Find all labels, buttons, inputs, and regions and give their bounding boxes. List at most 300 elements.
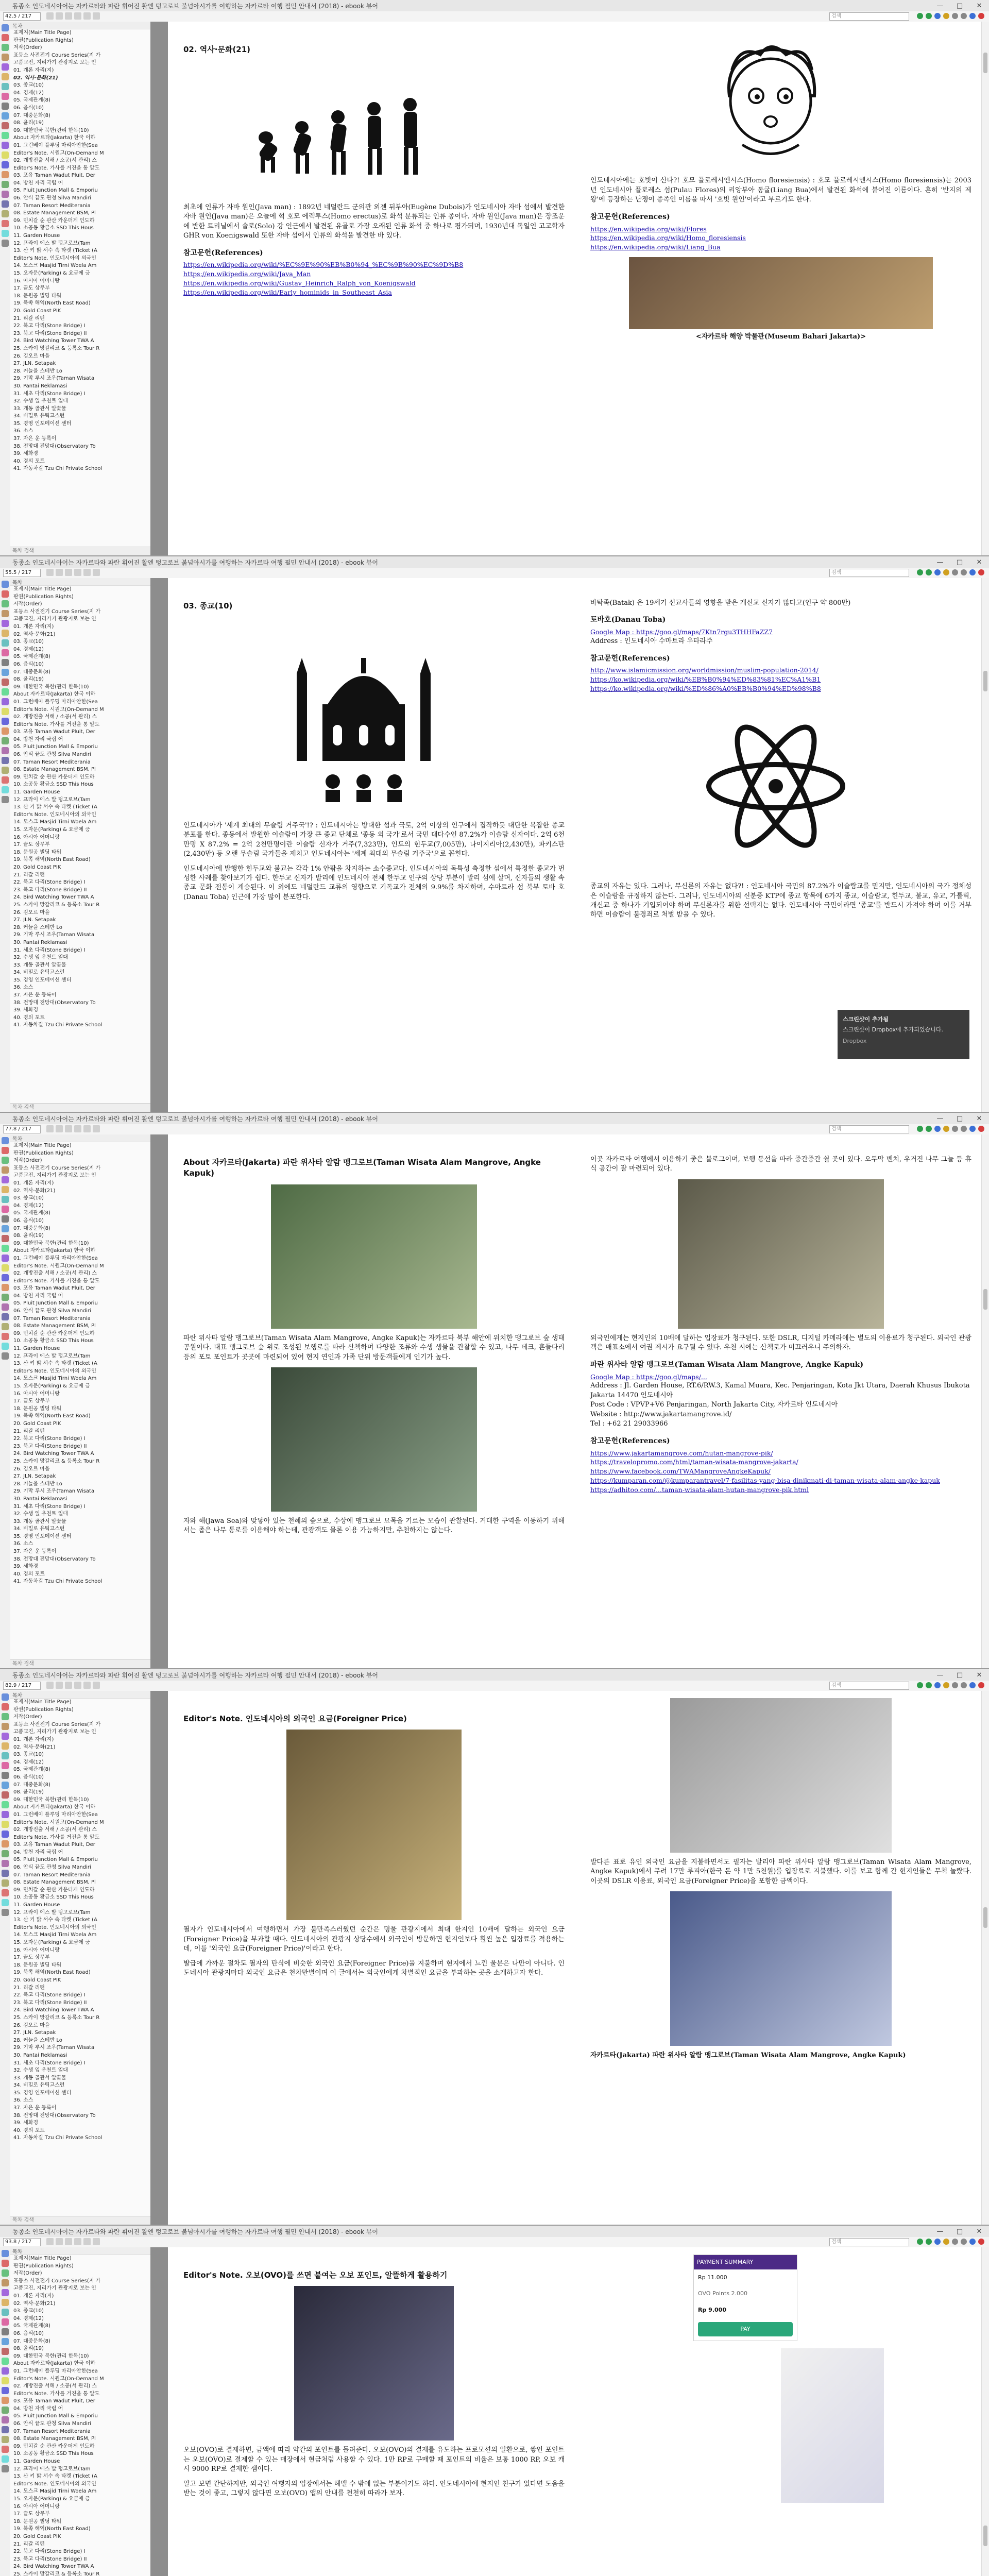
toc-item[interactable]: 20. Gold Coast PIK <box>13 1977 61 1983</box>
toc-item[interactable]: 02. 개방진출 서해 / 소공(서 관리) 스 <box>13 2383 97 2389</box>
toc-item[interactable]: 34. 비밀로 유틱고스런 <box>13 970 65 976</box>
toc-item[interactable]: 19. 북쪽 해역(North East Road) <box>13 1413 91 1419</box>
toc-item[interactable]: 33. 개동 골관서 알꽃물 <box>13 405 66 412</box>
close-icon[interactable]: ✕ <box>976 558 982 566</box>
toolbar-action-icon[interactable] <box>943 1682 949 1688</box>
toc-item[interactable]: 03. 포유 Taman Wadut Pluit, Der <box>13 2398 95 2404</box>
toc-item[interactable]: 26. 김오르 마을 <box>13 1466 50 1472</box>
toolbar-action-icon[interactable] <box>969 1682 976 1688</box>
toc-item[interactable]: 34. 비밀로 유틱고스런 <box>13 413 65 419</box>
toc-item[interactable]: 05. 국제관계(8) <box>13 97 50 104</box>
toolbar-action-icon[interactable] <box>969 2239 976 2245</box>
toolbar-action-icon[interactable] <box>943 569 949 575</box>
toc-item[interactable]: 07. 대중문화(8) <box>13 2338 50 2344</box>
toc-item[interactable]: 판권(Publication Rights) <box>13 37 74 43</box>
tool-icon[interactable] <box>2 1801 9 1808</box>
toc-item[interactable]: 18. 문원공 빌딩 타워 <box>13 1405 62 1412</box>
toc-item[interactable]: 13. 산 키 밝 서수 속 타켓 (Ticket (A <box>13 1917 97 1923</box>
maximize-icon[interactable]: □ <box>956 2227 963 2235</box>
toc-item[interactable]: 35. 경영 인포메이션 센터 <box>13 1533 72 1539</box>
toc-item[interactable]: 14. 모스크 Masjid Tirni Woela Am <box>13 1932 97 1938</box>
reference-link[interactable]: https://www.facebook.com/TWAMangroveAngkeKapuk/ <box>590 1467 771 1476</box>
reference-link[interactable]: https://kumparan.com/@kumparantravel/7-fasilitas-yang-bisa-dinikmati-di-taman-wisata-alam-angke-kapuk <box>590 1476 940 1484</box>
toolbar-button-icon[interactable] <box>65 2238 72 2245</box>
maximize-icon[interactable]: □ <box>956 1671 963 1679</box>
toc-item[interactable]: 25. 스카이 망갈리코 & 등록소 Tour R <box>13 2014 100 2021</box>
toc-item[interactable]: 36. 소스 <box>13 985 33 991</box>
toolbar-action-icon[interactable] <box>969 1126 976 1132</box>
toc-item[interactable]: 24. Bird Watching Tower TWA A <box>13 894 94 901</box>
toc-item[interactable]: 15. 오자문(Parking) & 요금에 긍 <box>13 1383 90 1389</box>
toc-item[interactable]: 27. JLN. Setapak <box>13 917 56 923</box>
minimize-icon[interactable]: — <box>936 1671 944 1679</box>
tool-icon[interactable] <box>2 2377 9 2384</box>
toc-item[interactable]: 21. 리갈 리턴 <box>13 315 45 321</box>
toc-item[interactable]: 07. Taman Resort Mediterania <box>13 2428 91 2434</box>
toc-item[interactable]: 02. 개방진출 서해 / 소공(서 관리) 스 <box>13 1827 97 1833</box>
tool-icon[interactable] <box>2 230 9 237</box>
toc-item[interactable]: 23. 북고 다리(Stone Bridge) II <box>13 1999 87 2006</box>
tool-icon[interactable] <box>2 1870 9 1877</box>
tool-icon[interactable] <box>2 1693 9 1701</box>
toolbar-button-icon[interactable] <box>56 569 63 576</box>
tool-icon[interactable] <box>2 1313 9 1320</box>
toolbar-action-icon[interactable] <box>934 13 941 19</box>
toc-item[interactable]: 05. Pluit Junction Mall & Emporiu <box>13 744 98 750</box>
toc-item[interactable]: Editor's Note. 가사를 거진을 통 알도 <box>13 1278 100 1284</box>
tool-icon[interactable] <box>2 649 9 656</box>
toc-item[interactable]: 04. 경제(12) <box>13 646 44 652</box>
toc-item[interactable]: 28. 커늘을 스테반 Lo <box>13 924 62 930</box>
toc-item[interactable]: 22. 북고 다리(Stone Bridge) I <box>13 1436 86 1442</box>
toc-item[interactable]: 고품교진, 지리가기 관광지로 보는 인 <box>13 1729 96 1735</box>
toc-item[interactable]: 26. 김오르 마을 <box>13 353 50 359</box>
toc-item[interactable]: 19. 북쪽 해역(North East Road) <box>13 2526 91 2532</box>
toc-item[interactable]: 15. 오자문(Parking) & 요금에 긍 <box>13 2496 90 2502</box>
tool-icon[interactable] <box>2 679 9 686</box>
tool-icon[interactable] <box>2 1137 9 1144</box>
toc-item[interactable]: 05. 국제관계(8) <box>13 1210 50 1216</box>
tool-icon[interactable] <box>2 2446 9 2453</box>
toc-item[interactable]: 08. 윤리(19) <box>13 1789 44 1795</box>
reference-link[interactable]: https://en.wikipedia.org/wiki/%EC%9E%90%EB%B0%94_%EC%9B%90%EC%9D%B8 <box>183 261 464 269</box>
toc-item[interactable]: 37. 자은 운 등록이 <box>13 992 57 998</box>
tool-icon[interactable] <box>2 122 9 129</box>
toc-item[interactable]: 01. 개론 자리(지) <box>13 623 54 630</box>
tool-icon[interactable] <box>2 747 9 754</box>
toc-item[interactable]: 06. 음식(10) <box>13 2330 44 2336</box>
tool-icon[interactable] <box>2 1157 9 1164</box>
tool-icon[interactable] <box>2 1196 9 1203</box>
tool-icon[interactable] <box>2 83 9 90</box>
tool-icon[interactable] <box>2 590 9 598</box>
tool-icon[interactable] <box>2 181 9 188</box>
toc-item[interactable]: 17. 끝도 상무부 <box>13 1398 50 1404</box>
google-map-link[interactable]: Google Map : https://goo.gl/maps/7Ktn7rgu3THHFaZZ7 <box>590 628 773 636</box>
toc-item[interactable]: 04. 방천 자리 국립 어 <box>13 2405 63 2412</box>
toc-item[interactable]: 13. 산 키 밝 서수 속 타켓 (Ticket (A <box>13 1361 97 1367</box>
toc-item[interactable]: 08. Estate Management BSM, Pl <box>13 210 96 216</box>
toolbar-button-icon[interactable] <box>56 1125 63 1132</box>
toc-item[interactable]: 01. 그런베이 플루딩 마리아안한(Sea <box>13 2368 98 2374</box>
toc-search-input[interactable]: 목차 검색 <box>10 2216 151 2225</box>
maximize-icon[interactable]: □ <box>956 2 963 10</box>
toolbar-button-icon[interactable] <box>74 569 81 576</box>
toc-item[interactable]: 표제지(Main Title Page) <box>13 1143 72 1148</box>
toolbar-action-icon[interactable] <box>969 13 976 19</box>
scrollbar-thumb[interactable] <box>983 671 987 691</box>
toc-item[interactable]: 32. 수생 잎 우천트 일대 <box>13 2067 68 2074</box>
toc-item[interactable]: 18. 문원공 빌딩 타워 <box>13 849 62 855</box>
toolbar-button-icon[interactable] <box>83 1125 91 1132</box>
toc-item[interactable]: 09. 대한민국 북한(관리 한독(10) <box>13 2353 89 2359</box>
toolbar-action-icon[interactable] <box>969 569 976 575</box>
toc-item[interactable]: 19. 북쪽 해역(North East Road) <box>13 1970 91 1976</box>
toc-item[interactable]: 저작(Order) <box>13 1714 42 1720</box>
toc-item[interactable]: 23. 북고 다리(Stone Bridge) II <box>13 2556 87 2562</box>
toc-item[interactable]: 07. 대중문화(8) <box>13 1225 50 1231</box>
toolbar-action-icon[interactable] <box>917 1126 923 1132</box>
tool-icon[interactable] <box>2 2299 9 2306</box>
toc-item[interactable]: 16. 아시아 어머니랑 <box>13 834 60 840</box>
toc-item[interactable]: 22. 북고 다리(Stone Bridge) I <box>13 1992 86 1998</box>
toc-item[interactable]: 22. 북고 다리(Stone Bridge) I <box>13 879 86 886</box>
tool-icon[interactable] <box>2 161 9 168</box>
reference-link[interactable]: https://adhitoo.com/...taman-wisata-alam-hutan-mangrove-pik.html <box>590 1485 809 1494</box>
toc-item[interactable]: 17. 끝도 상무부 <box>13 842 50 848</box>
toc-item[interactable]: 표등소 사전전기 Course Series(지 가 <box>13 1721 101 1727</box>
google-map-link[interactable]: Google Map : https://goo.gl/maps/... <box>590 1372 707 1381</box>
toc-item[interactable]: 09. 민치갈 순 관산 카운더게 인도하 <box>13 2443 95 2449</box>
toc-item[interactable]: 38. 전망대 전망대(Observatory To <box>13 1556 96 1562</box>
toolbar-button-icon[interactable] <box>93 569 100 576</box>
tool-icon[interactable] <box>2 727 9 735</box>
tool-icon[interactable] <box>2 2387 9 2394</box>
toc-item[interactable]: 06. 안식 끝도 관청 Silva Mandiri <box>13 195 91 201</box>
tool-icon[interactable] <box>2 1889 9 1896</box>
toolbar-button-icon[interactable] <box>46 1125 54 1132</box>
tool-icon[interactable] <box>2 600 9 607</box>
toc-item[interactable]: 28. 커늘을 스테반 Lo <box>13 368 62 374</box>
toc-search-input[interactable]: 목차 검색 <box>10 1659 151 1668</box>
toc-item[interactable]: 표제지(Main Title Page) <box>13 1699 72 1705</box>
minimize-icon[interactable]: — <box>936 2 944 10</box>
toolbar-button-icon[interactable] <box>65 1125 72 1132</box>
toc-item[interactable]: 저작(Order) <box>13 1158 42 1164</box>
reference-link[interactable]: http://www.islamicmission.org/worldmission/muslim-population-2014/ <box>590 666 819 674</box>
toolbar-action-icon[interactable] <box>926 1126 932 1132</box>
toc-item[interactable]: 30. Pantai Reklamasi <box>13 383 67 389</box>
toc-item[interactable]: 40. 경의 포트 <box>13 2127 45 2133</box>
toc-item[interactable]: 08. Estate Management BSM, Pl <box>13 2436 96 2442</box>
toolbar-action-icon[interactable] <box>917 13 923 19</box>
toc-item[interactable]: 40. 경의 포트 <box>13 1571 45 1577</box>
tool-icon[interactable] <box>2 2328 9 2335</box>
toc-item[interactable]: 38. 전망대 전망대(Observatory To <box>13 443 96 449</box>
toc-item[interactable]: 09. 대한민국 북한(관리 한독(10) <box>13 684 89 690</box>
toc-item[interactable]: 고품교진, 지리가기 관광지로 보는 인 <box>13 616 96 622</box>
toolbar-action-icon[interactable] <box>943 1126 949 1132</box>
toc-item[interactable]: 28. 커늘을 스테반 Lo <box>13 1481 62 1487</box>
toc-item[interactable]: 40. 경의 포트 <box>13 1014 45 1021</box>
maximize-icon[interactable]: □ <box>956 558 963 566</box>
toc-item[interactable]: 08. Estate Management BSM, Pl <box>13 1879 96 1886</box>
toc-item[interactable]: 06. 안식 끝도 관청 Silva Mandiri <box>13 1865 91 1871</box>
toc-item[interactable]: Editor's Note. 인도네시아의 외국인 <box>13 1924 96 1930</box>
tool-icon[interactable] <box>2 2406 9 2414</box>
tool-icon[interactable] <box>2 1703 9 1710</box>
toc-item[interactable]: 41. 자동차길 Tzu Chi Private School <box>13 1579 103 1585</box>
tool-icon[interactable] <box>2 1245 9 1252</box>
toolbar-button-icon[interactable] <box>83 2238 91 2245</box>
toc-item[interactable]: 01. 그런베이 플루딩 마리아안한(Sea <box>13 699 98 705</box>
tool-icon[interactable] <box>2 1733 9 1740</box>
toc-item[interactable]: 38. 전망대 전망대(Observatory To <box>13 2112 96 2119</box>
toc-item[interactable]: 06. 음식(10) <box>13 1217 44 1224</box>
toolbar-action-icon[interactable] <box>952 569 958 575</box>
toolbar-button-icon[interactable] <box>65 12 72 20</box>
toc-item[interactable]: 01. 개론 자리(지) <box>13 67 54 73</box>
toolbar-action-icon[interactable] <box>961 13 967 19</box>
toc-item[interactable]: 15. 오자문(Parking) & 요금에 긍 <box>13 1940 90 1945</box>
scrollbar-thumb[interactable] <box>983 1907 987 1928</box>
toc-item[interactable]: 32. 수생 잎 우천트 일대 <box>13 955 68 961</box>
toc-item[interactable]: 25. 스카이 망갈리코 & 등록소 Tour R <box>13 2571 100 2576</box>
toc-item[interactable]: 32. 수생 잎 우천트 일대 <box>13 398 68 404</box>
toolbar-button-icon[interactable] <box>56 2238 63 2245</box>
toc-item[interactable]: 34. 비밀로 유틱고스런 <box>13 2082 65 2089</box>
tool-icon[interactable] <box>2 639 9 647</box>
toc-item[interactable]: About 자카르타(Jakarta) 한국 이하 <box>13 135 96 141</box>
toc-item[interactable]: 13. 산 키 밝 서수 속 타켓 (Ticket (A <box>13 804 97 810</box>
tool-icon[interactable] <box>2 1294 9 1301</box>
toolbar-action-icon[interactable] <box>934 1126 941 1132</box>
toc-item[interactable]: 07. 대중문화(8) <box>13 1782 50 1788</box>
toc-item[interactable]: 표제지(Main Title Page) <box>13 30 72 36</box>
minimize-icon[interactable]: — <box>936 2227 944 2235</box>
toolbar-action-icon[interactable] <box>926 13 932 19</box>
toolbar-button-icon[interactable] <box>83 569 91 576</box>
toc-item[interactable]: 08. 윤리(19) <box>13 1233 44 1239</box>
toc-item[interactable]: About 자카르타(Jakarta) 한국 이하 <box>13 691 96 698</box>
toc-item[interactable]: 25. 스카이 망갈리코 & 등록소 Tour R <box>13 1458 100 1464</box>
toc-item[interactable]: 20. Gold Coast PIK <box>13 864 61 870</box>
tool-icon[interactable] <box>2 2279 9 2286</box>
toc-item[interactable]: 10. 소공동 황금소 SSD This Hous <box>13 1338 94 1344</box>
vertical-scrollbar[interactable] <box>981 1691 989 2225</box>
tool-icon[interactable] <box>2 776 9 784</box>
tool-icon[interactable] <box>2 1215 9 1223</box>
tool-icon[interactable] <box>2 210 9 217</box>
toolbar-action-icon[interactable] <box>926 569 932 575</box>
toc-item[interactable]: Editor's Note. 인도네시아의 외국인 <box>13 1368 96 1374</box>
toc-item[interactable]: 18. 문원공 빌딩 타워 <box>13 1962 62 1968</box>
tool-icon[interactable] <box>2 1879 9 1887</box>
toc-item[interactable]: 고품교진, 지리가기 관광지로 보는 인 <box>13 1173 96 1179</box>
toc-item[interactable]: 21. 리갈 리턴 <box>13 1428 45 1434</box>
toolbar-action-icon[interactable] <box>952 1682 958 1688</box>
page-number-field[interactable]: 93.8 / 217 <box>3 2238 41 2246</box>
toc-item[interactable]: 05. Pluit Junction Mall & Emporiu <box>13 1300 98 1307</box>
tool-icon[interactable] <box>2 796 9 803</box>
reference-link[interactable]: https://en.wikipedia.org/wiki/Gustav_Heinrich_Ralph_von_Koenigswald <box>183 279 416 287</box>
tool-icon[interactable] <box>2 1176 9 1183</box>
toc-item[interactable]: 06. 음식(10) <box>13 661 44 667</box>
tool-icon[interactable] <box>2 1782 9 1789</box>
reference-link[interactable]: https://ko.wikipedia.org/wiki/%ED%86%A0%EB%B0%94%ED%98%B8 <box>590 684 821 692</box>
scrollbar-thumb[interactable] <box>983 1289 987 1310</box>
toc-item[interactable]: Editor's Note. 시원고(On-Demand M <box>13 150 104 156</box>
scrollbar-thumb[interactable] <box>983 53 987 73</box>
reference-link[interactable]: https://en.wikipedia.org/wiki/Homo_floresiensis <box>590 234 746 242</box>
toolbar-action-icon[interactable] <box>961 1126 967 1132</box>
tool-icon[interactable] <box>2 786 9 793</box>
toc-item[interactable]: 저작(Order) <box>13 45 42 51</box>
toc-item[interactable]: 01. 개론 자리(지) <box>13 1180 54 1186</box>
toc-item[interactable]: 16. 아시아 어머니랑 <box>13 278 60 284</box>
toc-item[interactable]: 표등소 사전전기 Course Series(지 가 <box>13 1165 101 1171</box>
tool-icon[interactable] <box>2 2269 9 2277</box>
toc-item[interactable]: 03. 종교(10) <box>13 2308 44 2314</box>
toc-item[interactable]: 25. 스카이 망갈리코 & 등록소 Tour R <box>13 345 100 351</box>
toc-item[interactable]: 02. 개방진출 서해 / 소공(서 관리) 스 <box>13 158 97 164</box>
reference-link[interactable]: https://en.wikipedia.org/wiki/Early_hominids_in_Southeast_Asia <box>183 288 392 296</box>
tool-icon[interactable] <box>2 630 9 637</box>
tool-icon[interactable] <box>2 1909 9 1916</box>
toc-item[interactable]: 37. 자은 운 등록이 <box>13 1549 57 1555</box>
tool-icon[interactable] <box>2 34 9 41</box>
toc-item[interactable]: 23. 북고 다리(Stone Bridge) II <box>13 1443 87 1449</box>
tool-icon[interactable] <box>2 151 9 159</box>
toc-item[interactable]: 11. Garden House <box>13 1346 60 1352</box>
tool-icon[interactable] <box>2 767 9 774</box>
toc-item[interactable]: 09. 대한민국 북한(관리 한독(10) <box>13 127 89 133</box>
toc-item[interactable]: 고품교진, 지리가기 관광지로 보는 인 <box>13 2285 96 2292</box>
toc-item[interactable]: 11. Garden House <box>13 789 60 795</box>
toc-item[interactable]: 08. Estate Management BSM, Pl <box>13 1323 96 1329</box>
toc-item[interactable]: 01. 개론 자리(지) <box>13 1736 54 1742</box>
reference-link[interactable]: https://ko.wikipedia.org/wiki/%EB%B0%94%ED%83%81%EC%A1%B1 <box>590 675 821 684</box>
tool-icon[interactable] <box>2 220 9 227</box>
search-input[interactable]: 검색 <box>829 1682 909 1690</box>
toolbar-action-icon[interactable] <box>961 2239 967 2245</box>
toc-item[interactable]: 11. Garden House <box>13 233 60 239</box>
toc-item[interactable]: 05. 국제관계(8) <box>13 654 50 660</box>
toolbar-button-icon[interactable] <box>93 12 100 20</box>
toc-item[interactable]: 03. 종교(10) <box>13 1195 44 1201</box>
toc-item[interactable]: 03. 종교(10) <box>13 82 44 89</box>
toc-item[interactable]: 03. 포유 Taman Wadut Pluit, Der <box>13 729 95 735</box>
toc-item[interactable]: Editor's Note. 인도네시아의 외국인 <box>13 255 96 261</box>
toolbar-button-icon[interactable] <box>46 2238 54 2245</box>
tool-icon[interactable] <box>2 54 9 61</box>
toc-item[interactable]: 17. 끝도 상무부 <box>13 1955 50 1961</box>
toc-item[interactable]: 33. 개동 골관서 알꽃물 <box>13 2075 66 2081</box>
toc-item[interactable]: 27. JLN. Setapak <box>13 2030 56 2036</box>
reference-link[interactable]: https://travelopromo.com/html/taman-wisata-mangrove-jakarta/ <box>590 1458 798 1466</box>
toc-item[interactable]: 32. 수생 잎 우천트 일대 <box>13 1511 68 1517</box>
toc-item[interactable]: 31. 세초 다리(Stone Bridge) I <box>13 1503 86 1510</box>
toc-item[interactable]: Editor's Note. 인도네시아의 외국인 <box>13 2481 96 2487</box>
toc-item[interactable]: 27. JLN. Setapak <box>13 1473 56 1480</box>
toolbar-action-icon[interactable] <box>952 1126 958 1132</box>
toc-item[interactable]: 24. Bird Watching Tower TWA A <box>13 2564 94 2570</box>
toc-item[interactable]: 03. 포유 Taman Wadut Pluit, Der <box>13 173 95 179</box>
toolbar-action-icon[interactable] <box>952 2239 958 2245</box>
toc-item[interactable]: 34. 비밀로 유틱고스런 <box>13 1526 65 1532</box>
tool-icon[interactable] <box>2 1303 9 1311</box>
toc-item[interactable]: 03. 종교(10) <box>13 1752 44 1758</box>
toc-item[interactable]: 06. 안식 끝도 관청 Silva Mandiri <box>13 1308 91 1314</box>
tool-icon[interactable] <box>2 1323 9 1330</box>
tool-icon[interactable] <box>2 2426 9 2433</box>
toc-item[interactable]: 15. 오자문(Parking) & 요금에 긍 <box>13 827 90 833</box>
screenshot-notification[interactable] <box>838 1010 969 1059</box>
tool-icon[interactable] <box>2 1255 9 1262</box>
toc-item[interactable]: About 자카르타(Jakarta) 한국 이하 <box>13 1804 96 1810</box>
toolbar-action-icon[interactable] <box>917 2239 923 2245</box>
toc-item[interactable]: 02. 개방진출 서해 / 소공(서 관리) 스 <box>13 714 97 720</box>
vertical-scrollbar[interactable] <box>981 1134 989 1668</box>
tool-icon[interactable] <box>2 2465 9 2472</box>
toolbar-button-icon[interactable] <box>74 1125 81 1132</box>
toc-item[interactable]: 17. 끝도 상무부 <box>13 285 50 292</box>
toc-item[interactable]: 10. 소공동 황금소 SSD This Hous <box>13 1894 94 1901</box>
toc-item[interactable]: About 자카르타(Jakarta) 한국 이하 <box>13 2361 96 2367</box>
toc-item[interactable]: 16. 아시아 어머니랑 <box>13 1391 60 1397</box>
toc-item[interactable]: 14. 모스크 Masjid Tirni Woela Am <box>13 2488 97 2495</box>
toolbar-button-icon[interactable] <box>65 569 72 576</box>
toc-item[interactable]: 04. 방천 자리 국립 어 <box>13 180 63 186</box>
search-input[interactable]: 검색 <box>829 12 909 21</box>
toc-item[interactable]: 01. 개론 자리(지) <box>13 2293 54 2299</box>
tool-icon[interactable] <box>2 2348 9 2355</box>
toc-item[interactable]: 30. Pantai Reklamasi <box>13 1496 67 1502</box>
toc-item[interactable]: 35. 경영 인포메이션 센터 <box>13 977 72 983</box>
tool-icon[interactable] <box>2 1811 9 1818</box>
toc-item[interactable]: 27. JLN. Setapak <box>13 361 56 367</box>
toc-item[interactable]: 08. 윤리(19) <box>13 120 44 126</box>
page-number-field[interactable]: 82.9 / 217 <box>3 1682 41 1690</box>
ovo-pay-button[interactable]: PAY <box>698 2322 793 2336</box>
tool-icon[interactable] <box>2 1791 9 1799</box>
toc-item[interactable]: 04. 경제(12) <box>13 1202 44 1209</box>
toc-item[interactable]: 02. 역사·문화(21) <box>13 1188 56 1194</box>
toolbar-button-icon[interactable] <box>46 12 54 20</box>
toc-item[interactable]: 37. 자은 운 등록이 <box>13 436 57 442</box>
toc-item[interactable]: 24. Bird Watching Tower TWA A <box>13 1451 94 1457</box>
toolbar-action-icon[interactable] <box>943 13 949 19</box>
toc-item[interactable]: 10. 소공동 황금소 SSD This Hous <box>13 225 94 231</box>
tool-icon[interactable] <box>2 610 9 617</box>
tool-icon[interactable] <box>2 200 9 208</box>
toc-item[interactable]: 05. Pluit Junction Mall & Emporiu <box>13 188 98 194</box>
tool-icon[interactable] <box>2 1860 9 1867</box>
toolbar-button-icon[interactable] <box>93 2238 100 2245</box>
toc-search-input[interactable]: 목차 검색 <box>10 547 151 555</box>
toc-item[interactable]: 39. 세화경 <box>13 1564 39 1570</box>
toc-item[interactable]: 05. 국제관계(8) <box>13 2323 50 2329</box>
toolbar-button-icon[interactable] <box>46 1682 54 1689</box>
toc-item[interactable]: 13. 산 키 밝 서수 속 타켓 (Ticket (A <box>13 2473 97 2480</box>
toc-item[interactable]: 26. 김오르 마을 <box>13 2022 50 2028</box>
toc-item[interactable]: 09. 민치갈 순 관산 카운더게 인도하 <box>13 1887 95 1893</box>
toolbar-button-icon[interactable] <box>83 12 91 20</box>
toc-item[interactable]: 02. 역사·문화(21) <box>13 631 56 637</box>
toc-item[interactable]: 02. 개방진출 서해 / 소공(서 관리) 스 <box>13 1270 97 1277</box>
tool-icon[interactable] <box>2 132 9 139</box>
tool-icon[interactable] <box>2 93 9 100</box>
